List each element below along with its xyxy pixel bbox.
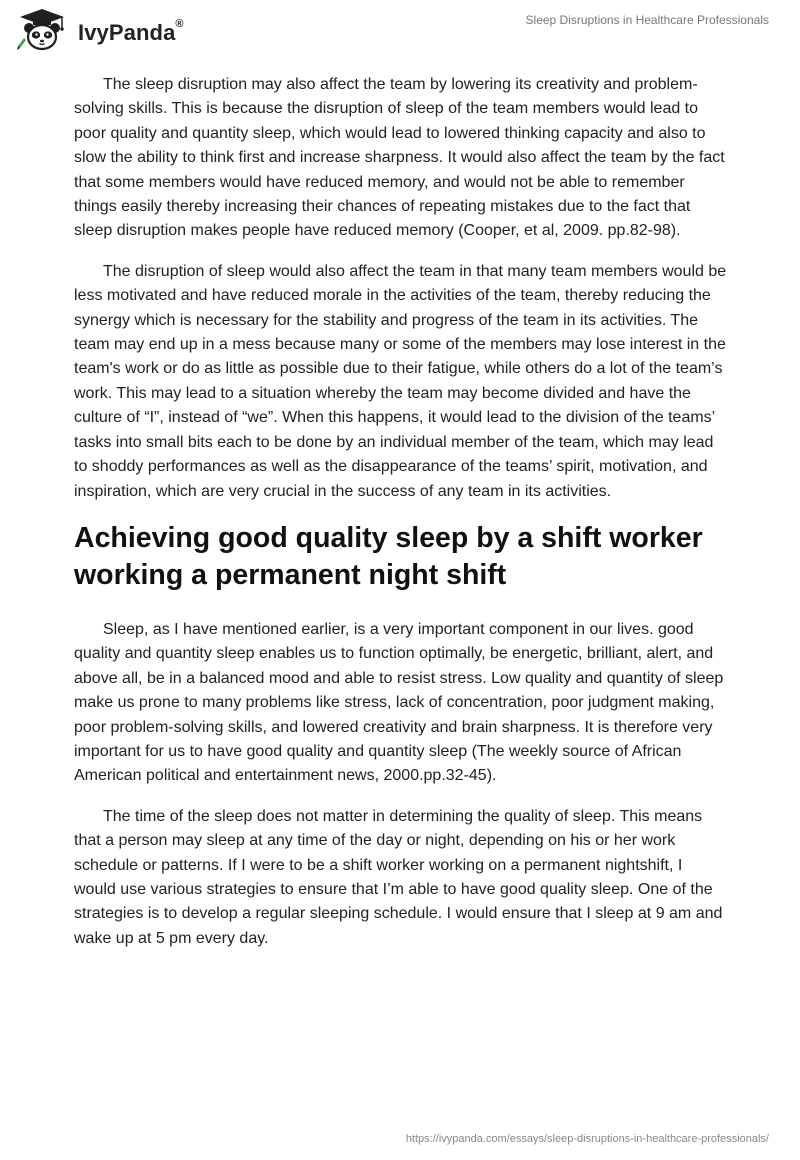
page-header bbox=[0, 0, 800, 60]
panda-graduate-logo-icon[interactable] bbox=[14, 8, 70, 52]
essay-content bbox=[74, 73, 728, 967]
body-paragraph: The time of the sleep does not matter in determining the quality of sleep. This means that a person may sleep at any time of the day or night, depending on his or her work schedule or patterns. If I were to be a shift worker working on a permanent nightshift, I would use various strategies to ensure that I’m able to have good quality sleep. One of the strategies is to develop a regular sleeping schedule. I would ensure that I sleep at 9 am and wake up at 5 pm every day. bbox=[74, 807, 723, 947]
section-heading: Achieving good quality sleep by a shift worker working a permanent night shift bbox=[74, 521, 703, 591]
body-paragraph: The disruption of sleep would also affect the team in that many team members would be less motivated and have reduced morale in the activities of the team, thereby reducing the synergy which is necessary for the stability and progress of the team in its activities. The team may end up in a mess because many or some of the members may lose interest in the team's work or do as little as possible due to their fatigue, while others do a lot of the team’s work. This may lead to a situation whereby the team may become divided and have the culture of “I”, instead of “we”. When this happens, it would lead to the division of the teams’ tasks into small bits each to be done by an individual member of the team, which may lead to shoddy performances as well as the disappearance of the teams’ spirit, motivation, and inspiration, which are very crucial in the success of any team in its activities. bbox=[74, 262, 727, 500]
brand-name[interactable]: IvyPanda® bbox=[78, 18, 184, 45]
footer-source-url[interactable]: https://ivypanda.com/essays/sleep-disruptions-in-healthcare-professionals/ bbox=[405, 1133, 769, 1145]
document-title: Sleep Disruptions in Healthcare Professionals bbox=[525, 13, 769, 27]
body-paragraph: The sleep disruption may also affect the team by lowering its creativity and problem-solving skills. This is because the disruption of sleep of the team members would lead to poor quality and quantity sleep, which would lead to lowered thinking capacity and also to slow the ability to think first and increase sharpness. It would also affect the team by the fact that some members would have reduced memory, and would not be able to remember things easily thereby increasing their chances of repeating mistakes due to the fact that sleep disruption makes people have reduced memory (Cooper, et al, 2009. pp.82-98). bbox=[74, 76, 725, 240]
body-paragraph: Sleep, as I have mentioned earlier, is a very important component in our lives. good quality and quantity sleep enables us to function optimally, be energetic, brilliant, alert, and above all, be in a balanced mood and able to resist stress. Low quality and quantity of sleep make us prone to many problems like stress, lack of concentration, poor judgment making, poor problem-solving skills, and lowered creativity and brain sharpness. It is therefore very important for us to have good quality and quantity sleep (The weekly source of African American political and entertainment news, 2000.pp.32-45). bbox=[74, 620, 724, 785]
